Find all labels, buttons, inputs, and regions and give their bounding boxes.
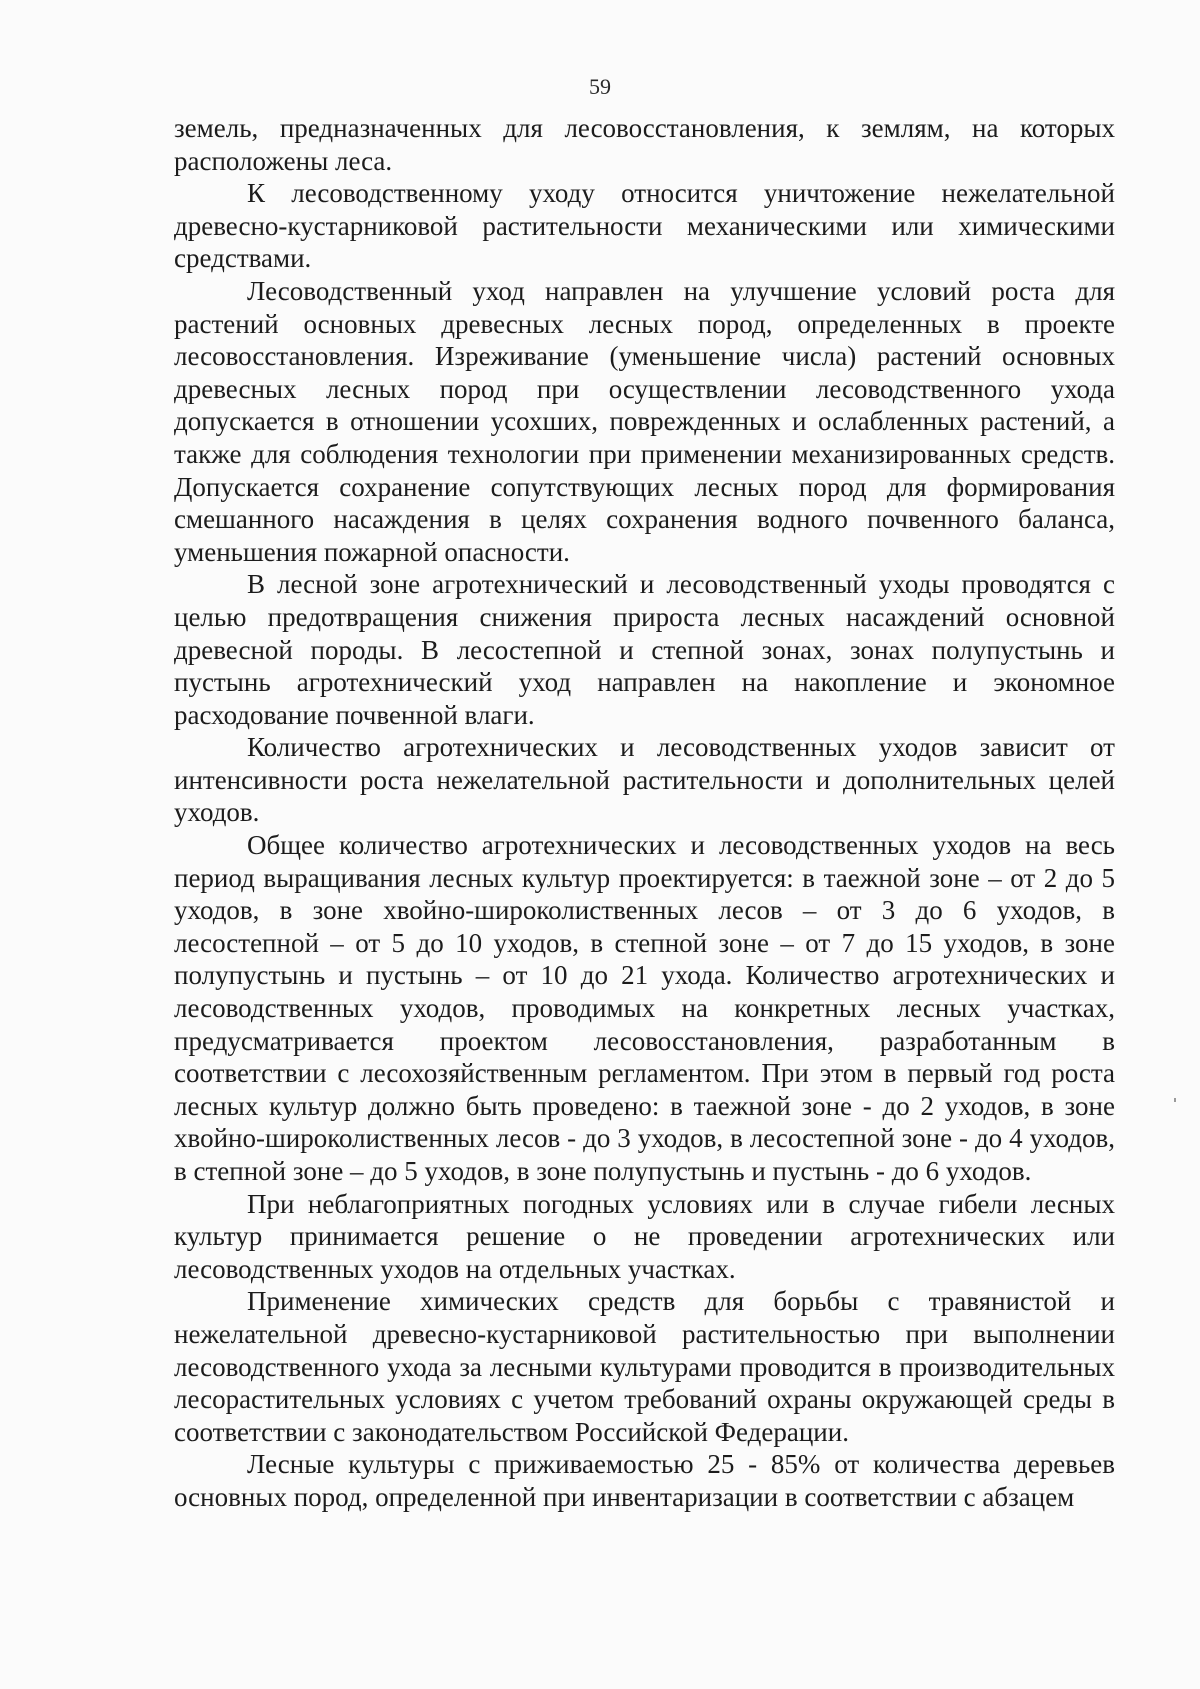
paragraph: Общее количество агротехнических и лесоводственных уходов на весь период выращивания лесных культур проектируется: в таежной зоне – от 2 до 5 уходов, в зоне хвойно-широколиственных лесов – от 3 до 6 уходов, в лесостепной – от 5 до 10 уходов, в степной зоне – от 7 до 15 уходов, в зоне полупустынь и пустынь – от 10 до 21 ухода. Количество агротехнических и лесоводственных уходов, проводимых на конкретных лесных участках, предусматривается проектом лесовосстановления, разработанным в соответствии с лесохозяйственным регламентом. При этом в первый год роста лесных культур должно быть проведено: в таежной зоне - до 2 уходов, в зоне хвойно-широколиственных лесов - до 3 уходов, в лесостепной зоне - до 4 уходов, в степной зоне – до 5 уходов, в зоне полупустынь и пустынь - до 6 уходов. [174,830,1115,1186]
paragraph: земель, предназначенных для лесовосстановления, к землям, на которых расположены леса. [174,113,1115,176]
paragraph: К лесоводственному уходу относится уничтожение нежелательной древесно-кустарниковой растительности механическими или химическими средствами. [174,178,1115,274]
scan-artifact [1174,1098,1176,1102]
paragraph: Применение химических средств для борьбы с травянистой и нежелательной древесно-кустарниковой растительностью при выполнении лесоводственного ухода за лесными культурами проводится в производительных лесорастительных условиях с учетом требований охраны окружающей среды в соответствии с законодательством Российской Федерации. [174,1286,1115,1447]
document-body [174,112,1115,1514]
paragraph: При неблагоприятных погодных условиях или в случае гибели лесных культур принимается решение о не проведении агротехнических или лесоводственных уходов на отдельных участках. [174,1188,1115,1284]
paragraph: Лесоводственный уход направлен на улучшение условий роста для растений основных древесных лесных пород, определенных в проекте лесовосстановления. Изреживание (уменьшение числа) растений основных древесных лесных пород при осуществлении лесоводственного ухода допускается в отношении усохших, поврежденных и ослабленных растений, а также для соблюдения технологии при применении механизированных средств. Допускается сохранение сопутствующих лесных пород для формирования смешанного насаждения в целях сохранения водного почвенного баланса, уменьшения пожарной опасности. [174,275,1115,567]
paragraph: Количество агротехнических и лесоводственных уходов зависит от интенсивности роста нежелательной растительности и дополнительных целей уходов. [174,732,1115,828]
paragraph: Лесные культуры с приживаемостью 25 - 85% от количества деревьев основных пород, определенной при инвентаризации в соответствии с абзацем [174,1449,1115,1512]
page-number: 59 [589,74,611,99]
paragraph: В лесной зоне агротехнический и лесоводственный уходы проводятся с целью предотвращения снижения прироста лесных насаждений основной древесной породы. В лесостепной и степной зонах, зонах полупустынь и пустынь агротехнический уход направлен на накопление и экономное расходование почвенной влаги. [174,569,1115,730]
